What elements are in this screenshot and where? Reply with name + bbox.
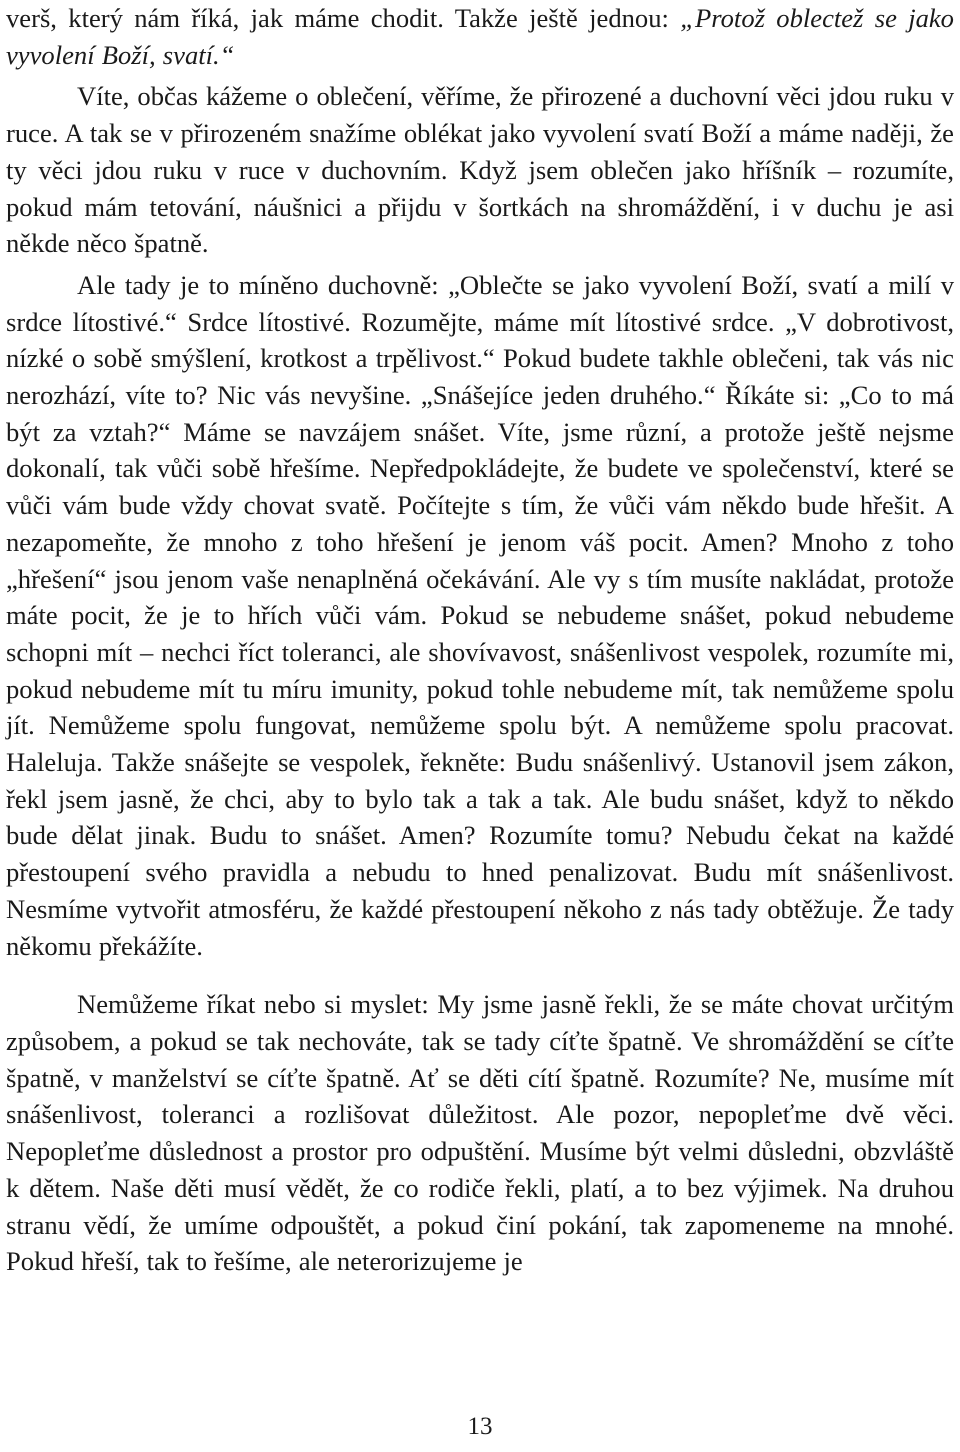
document-page — [6, 0, 954, 1285]
paragraph-1 — [6, 0, 954, 73]
paragraph-4: Nemůžeme říkat nebo si myslet: My jsme jasně řekli, že se máte chovat určitým způsobem, a pokud se tak nechováte, tak se tady cíťte špatně. Ve shromáždění se cíťte špatně, v manželství se cíťte špatně. Ať se děti cítí špatně. Rozumíte? Ne, musíme mít snášenlivost, toleranci a rozlišovat důležitost. Ale pozor, nepopleťme dvě věci. Nepopleťme důslednost a prostor pro odpuštění. Musíme být velmi důsledni, obzvláště k dětem. Naše děti musí vědět, že co rodiče řekli, platí, a to bez výjimek. Na druhou stranu vědí, že umíme odpouštět, a pokud činí pokání, tak zapomeneme na mnohé. Pokud hřeší, tak to řešíme, ale neterorizujeme je — [6, 989, 954, 1277]
paragraph-2: Víte, občas kážeme o oblečení, věříme, že přirozené a duchovní věci jdou ruku v ruce. A tak se v přirozeném snažíme oblékat jako vyvolení svatí Boží a máme naději, že ty věci jdou ruku v ruce v duchovním. Když jsem oblečen jako hříšník – rozumíte, pokud mám tetování, náušnici a přijdu v šortkách na shromáždění, i v duchu je asi někde něco špatně. — [6, 81, 954, 259]
page-number: 13 — [467, 1413, 493, 1440]
paragraph-1-text: verš, který nám říká, jak máme chodit. Takže ještě jednou: — [6, 3, 681, 33]
scripture-quote: „Protož oblectež se jako vyvolení Boží, svatí.“ — [6, 3, 954, 70]
paragraph-3: Ale tady je to míněno duchovně: „Oblečte se jako vyvolení Boží, svatí a milí v srdce lítostivé.“ Srdce lítostivé. Rozumějte, máme mít lítostivé srdce. „V dobrotivost, nízké o sobě smýšlení, krotkost a trpělivost.“ Pokud budete takhle oblečeni, tak vás nic nerozhází, víte to? Nic vás nevyšine. „Snášejíce jeden druhého.“ Říkáte si: „Co to má být za vztah?“ Máme se navzájem snášet. Víte, jsme různí, a protože ještě nejsme dokonalí, tak vůči sobě hřešíme. Nepředpokládejte, že budete ve společenství, které se vůči vám bude vždy chovat svatě. Počítejte s tím, že vůči vám někdo bude hřešit. A nezapomeňte, že mnoho z toho hřešení je jenom váš pocit. Amen? Mnoho z toho „hřešení“ jsou jenom vaše nenaplněná očekávání. Ale vy s tím musíte nakládat, protože máte pocit, že je to hřích vůči vám. Pokud se nebudeme snášet, pokud nebudeme schopni mít – nechci říct toleranci, ale shovívavost, snášenlivost vespolek, rozumíte mi, pokud nebudeme mít tu míru imunity, pokud tohle nebudeme mít, tak nemůžeme spolu jít. Nemůžeme spolu fungovat, nemůžeme spolu být. A nemůžeme spolu pracovat. Haleluja. Takže snášejte se vespolek, řekněte: Budu snášenlivý. Ustanovil jsem zákon, řekl jsem jasně, že chci, aby to bylo tak a tak a tak. Ale budu snášet, když to někdo bude dělat jinak. Budu to snášet. Amen? Rozumíte tomu? Nebudu čekat na každé přestoupení svého pravidla a nebudu to hned penalizovat. Budu mít snášenlivost. Nesmíme vytvořit atmosféru, že každé přestoupení někoho z nás tady obtěžuje. Že tady někomu překážíte. — [6, 269, 954, 961]
